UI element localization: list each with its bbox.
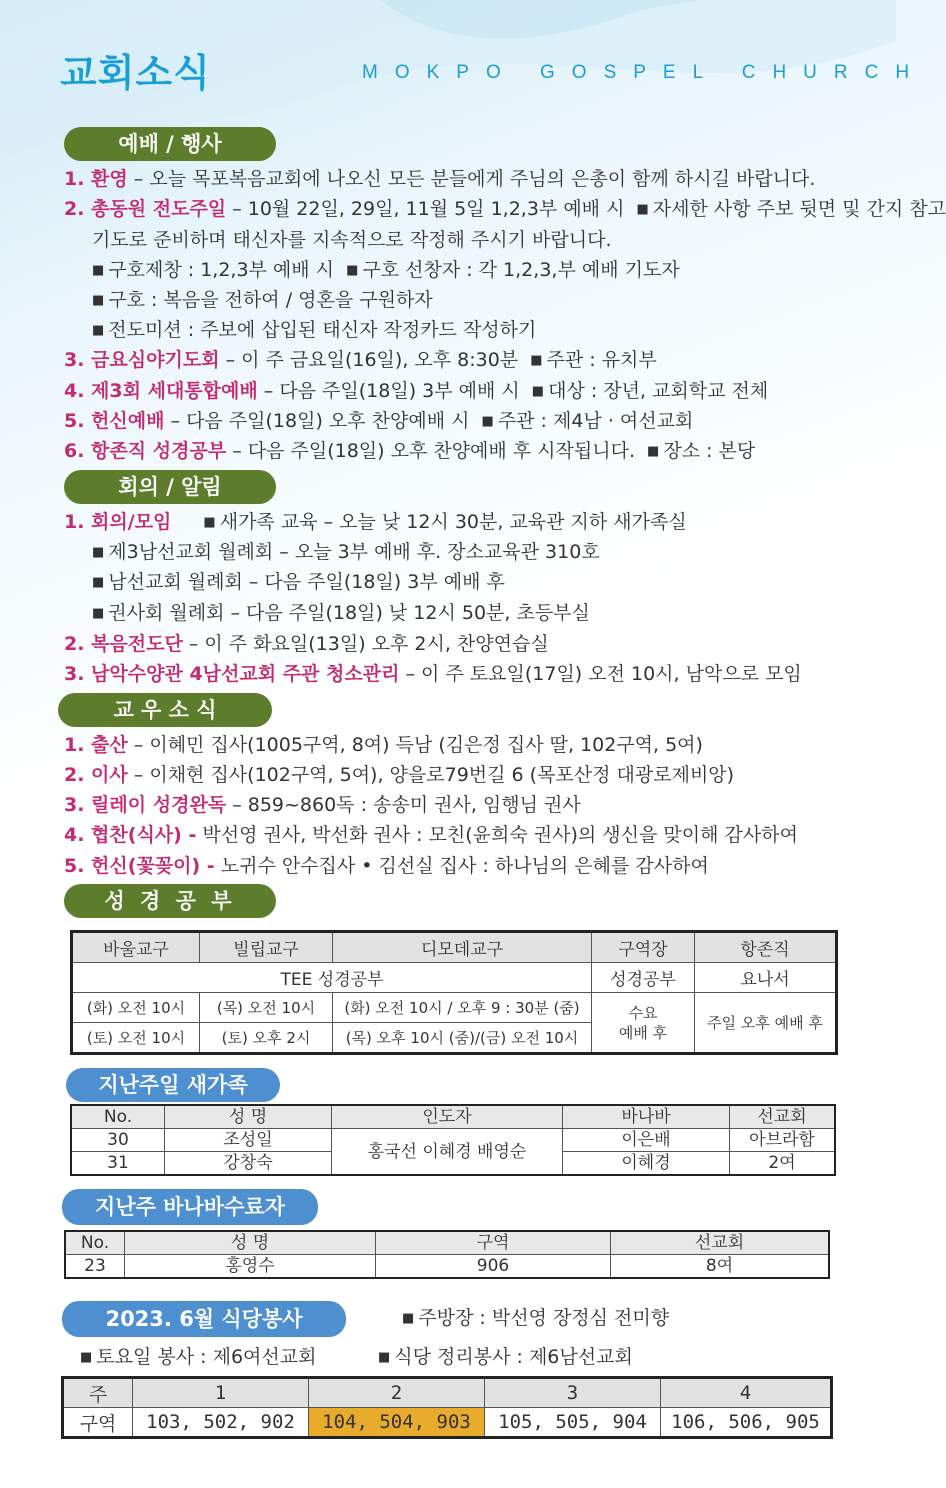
- announcement-text: – 859~860독 : 송송미 권사, 임행님 권사: [226, 794, 581, 816]
- table-cell: 2여: [730, 1152, 836, 1176]
- table-cell: 8여: [611, 1255, 830, 1279]
- header-cell: 성 명: [125, 1231, 376, 1255]
- kitchen-schedule-table: [61, 1376, 833, 1439]
- announcement-text: – 이혜민 집사(1005구역, 8여) 득남 (김은정 집사 딸, 102구역, 5여): [127, 734, 703, 756]
- table-cell: 구역: [63, 1408, 133, 1438]
- announcement-detail: 주관 : 유치부: [546, 349, 657, 371]
- kitchen-cleanup-text: 식당 정리봉사 : 제6남선교회: [394, 1346, 633, 1368]
- header-cell: 구역장: [592, 932, 695, 963]
- section-title-news: 교 우 소 식: [58, 693, 272, 727]
- table-cell: 아브라함: [730, 1129, 836, 1152]
- header-cell: 3: [485, 1378, 661, 1408]
- announcement-heading: 2. 복음전도단: [64, 633, 183, 655]
- announcement-line: [64, 196, 946, 223]
- table-row: [63, 1408, 832, 1438]
- announcement-heading: 3. 릴레이 성경완독: [64, 794, 227, 816]
- table-cell: 주일 오후 예배 후: [695, 993, 837, 1054]
- announcement-detail: 대상 : 장년, 교회학교 전체: [548, 380, 769, 402]
- table-cell: (토) 오전 10시: [72, 1023, 200, 1054]
- announcement-line: [92, 287, 433, 314]
- header-cell: 1: [133, 1378, 309, 1408]
- announcement-line: [64, 853, 709, 879]
- barnabas-table: [64, 1230, 830, 1279]
- announcement-line: [64, 732, 703, 758]
- table-header-row: [71, 1105, 835, 1129]
- announcement-text: – 이 주 금요일(16일), 오후 8:30분: [219, 349, 525, 371]
- table-cell: 이은배: [563, 1129, 730, 1152]
- header-cell: 선교회: [611, 1231, 830, 1255]
- table-cell: 106, 506, 905: [661, 1408, 832, 1438]
- announcement-detail: 새가족 교육 – 오늘 낮 12시 30분, 교육관 지하 새가족실: [219, 511, 687, 533]
- kitchen-saturday: [80, 1344, 316, 1371]
- announcement-text: 기도로 준비하며 태신자를 지속적으로 작정해 주시기 바랍니다.: [92, 229, 612, 251]
- header-cell: 선교회: [730, 1105, 836, 1129]
- announcement-line: [64, 378, 768, 405]
- table-cell: 23: [65, 1255, 125, 1279]
- new-family-table: [70, 1104, 836, 1176]
- table-cell: (목) 오전 10시: [200, 993, 333, 1023]
- header-cell: 디모데교구: [333, 932, 592, 963]
- header-cell: 인도자: [332, 1105, 563, 1129]
- announcement-text: 남선교회 월례회 – 다음 주일(18일) 3부 예배 후: [108, 571, 505, 593]
- header-cell: 바나바: [563, 1105, 730, 1129]
- announcement-line: [64, 166, 815, 192]
- bullet-square-icon: ■: [636, 202, 649, 217]
- announcement-text: 제3남선교회 월례회 – 오늘 3부 예배 후. 장소교육관 310호: [108, 541, 600, 563]
- table-cell: 31: [71, 1152, 165, 1176]
- table-cell: (화) 오전 10시 / 오후 9 : 30분 (줌): [333, 993, 592, 1023]
- kitchen-chief: [402, 1305, 669, 1332]
- announcement-line: [64, 408, 693, 435]
- section-title-kitchen: 2023. 6월 식당봉사: [62, 1301, 346, 1337]
- header-cell: 4: [661, 1378, 832, 1408]
- header-cell: 성 명: [165, 1105, 332, 1129]
- announcement-text: – 이 주 화요일(13일) 오후 2시, 찬양연습실: [182, 633, 549, 655]
- table-header-row: [72, 932, 837, 963]
- header-cell: 빌립교구: [200, 932, 333, 963]
- announcement-heading: 4. 협찬(식사) -: [64, 824, 197, 846]
- announcement-text: 구호제창 : 1,2,3부 예배 시: [108, 259, 341, 281]
- announcement-text: – 다음 주일(18일) 오후 찬양예배 후 시작됩니다.: [226, 440, 642, 462]
- announcement-line: [64, 661, 802, 687]
- announcement-line: [92, 539, 600, 566]
- section-title-meeting: 회의 / 알림: [64, 470, 276, 504]
- announcement-text: 구호 : 복음을 전하여 / 영혼을 구원하자: [108, 289, 433, 311]
- table-header-row: [65, 1231, 829, 1255]
- announcement-text: 박선영 권사, 박선화 권사 : 모친(윤희숙 권사)의 생신을 맞이해 감사하여: [196, 824, 798, 846]
- announcement-text: – 다음 주일(18일) 3부 예배 시: [257, 380, 526, 402]
- announcement-detail: 구호 선창자 : 각 1,2,3,부 예배 기도자: [362, 259, 680, 281]
- bullet-square-icon: ■: [647, 444, 660, 459]
- bullet-square-icon: ■: [378, 1350, 391, 1365]
- bullet-square-icon: ■: [80, 1350, 93, 1365]
- table-cell: 수요 예배 후: [592, 993, 695, 1054]
- table-cell: 요나서: [695, 963, 837, 993]
- table-header-row: [63, 1378, 832, 1408]
- announcement-line: [64, 509, 687, 536]
- table-cell: 홍영수: [125, 1255, 376, 1279]
- bullet-square-icon: ■: [203, 515, 216, 530]
- kitchen-cleanup: [378, 1344, 633, 1371]
- bullet-square-icon: ■: [481, 414, 494, 429]
- section-title-barnabas: 지난주 바나바수료자: [62, 1189, 318, 1225]
- table-cell: 조성일: [165, 1129, 332, 1152]
- bullet-square-icon: ■: [530, 353, 543, 368]
- table-cell-highlight: 104, 504, 903: [309, 1408, 485, 1438]
- bullet-square-icon: ■: [402, 1311, 415, 1326]
- header-cell: 항존직: [695, 932, 837, 963]
- announcement-heading: 2. 총동원 전도주일: [64, 198, 227, 220]
- table-cell: (토) 오후 2시: [200, 1023, 333, 1054]
- table-cell: 이혜경: [563, 1152, 730, 1176]
- announcement-text: – 오늘 목포복음교회에 나오신 모든 분들에게 주님의 은총이 함께 하시길 바랍니다.: [127, 168, 816, 190]
- header-cell: 바울교구: [72, 932, 200, 963]
- announcement-line: [64, 792, 581, 818]
- bullet-square-icon: ■: [92, 293, 105, 308]
- bullet-square-icon: ■: [92, 263, 105, 278]
- announcement-line: [64, 347, 657, 374]
- bullet-square-icon: ■: [92, 323, 105, 338]
- announcement-heading: 5. 헌신예배: [64, 410, 165, 432]
- announcement-heading: 3. 금요심야기도회: [64, 349, 220, 371]
- table-cell: 103, 502, 902: [133, 1408, 309, 1438]
- announcement-line: [64, 822, 798, 848]
- announcement-heading: 2. 이사: [64, 764, 128, 786]
- announcement-line: [64, 438, 755, 465]
- table-row: [65, 1255, 829, 1279]
- table-cell: (목) 오후 10시 (줌)/(금) 오전 10시: [333, 1023, 592, 1054]
- table-cell: 105, 505, 904: [485, 1408, 661, 1438]
- announcement-line: [64, 762, 734, 788]
- page-title: 교회소식: [60, 51, 211, 95]
- announcement-heading: 5. 헌신(꽃꽂이) -: [64, 855, 215, 877]
- table-cell: (화) 오전 10시: [72, 993, 200, 1023]
- announcement-line: [64, 631, 549, 657]
- bullet-square-icon: ■: [92, 545, 105, 560]
- bullet-square-icon: ■: [92, 575, 105, 590]
- announcement-text: 권사회 월례회 – 다음 주일(18일) 낮 12시 50분, 초등부실: [108, 602, 590, 624]
- announcement-text: – 이 주 토요일(17일) 오전 10시, 남악으로 모임: [399, 663, 802, 685]
- announcement-heading: 1. 환영: [64, 168, 128, 190]
- announcement-text: – 다음 주일(18일) 오후 찬양예배 시: [164, 410, 476, 432]
- table-cell: 906: [376, 1255, 611, 1279]
- announcement-detail: 주관 : 제4남 · 여선교회: [497, 410, 694, 432]
- section-title-newfamily: 지난주일 새가족: [66, 1068, 280, 1102]
- header-cell: No.: [71, 1105, 165, 1129]
- header-cell: No.: [65, 1231, 125, 1255]
- announcement-heading: 6. 항존직 성경공부: [64, 440, 227, 462]
- table-cell: 성경공부: [592, 963, 695, 993]
- announcement-line: [92, 227, 611, 253]
- announcement-line: [92, 257, 680, 284]
- header-cell: 주: [63, 1378, 133, 1408]
- section-title-worship: 예배 / 행사: [64, 127, 276, 161]
- announcement-text: 노귀수 안수집사 • 김선실 집사 : 하나님의 은혜를 감사하여: [214, 855, 709, 877]
- header-cell-highlight: 2: [309, 1378, 485, 1408]
- announcement-detail: 자세한 사항 주보 뒷면 및 간지 참고: [652, 198, 946, 220]
- kitchen-chief-text: 주방장 : 박선영 장정심 전미향: [418, 1307, 670, 1329]
- announcement-line: [92, 569, 505, 596]
- table-row: [72, 963, 837, 993]
- announcement-text: 전도미션 : 주보에 삽입된 태신자 작정카드 작성하기: [108, 319, 537, 341]
- kitchen-saturday-text: 토요일 봉사 : 제6여선교회: [96, 1346, 317, 1368]
- table-row: [71, 1129, 835, 1152]
- header-cell: 구역: [376, 1231, 611, 1255]
- announcement-heading: 4. 제3회 세대통합예배: [64, 380, 258, 402]
- announcement-heading: 3. 남악수양관 4남선교회 주관 청소관리: [64, 663, 400, 685]
- table-cell: TEE 성경공부: [72, 963, 592, 993]
- bullet-square-icon: ■: [346, 263, 359, 278]
- announcement-text: – 이채현 집사(102구역, 5여), 양을로79번길 6 (목포산정 대광로제비앙): [127, 764, 735, 786]
- bullet-square-icon: ■: [531, 384, 545, 399]
- announcement-heading: 1. 출산: [64, 734, 128, 756]
- announcement-line: [92, 600, 590, 627]
- announcement-heading: 1. 회의/모임: [64, 511, 172, 533]
- announcement-detail: 장소 : 본당: [663, 440, 756, 462]
- table-cell: 강창숙: [165, 1152, 332, 1176]
- announcement-line: [92, 317, 536, 344]
- church-name-subtitle: MOKPO GOSPEL CHURCH: [362, 62, 927, 83]
- bible-study-table: [70, 930, 838, 1055]
- table-cell: 홍국선 이혜경 배영순: [332, 1129, 563, 1176]
- section-title-bible: 성 경 공 부: [64, 884, 276, 918]
- bullet-square-icon: ■: [92, 606, 105, 621]
- table-row: [72, 993, 837, 1023]
- table-cell: 30: [71, 1129, 165, 1152]
- announcement-text: – 10월 22일, 29일, 11월 5일 1,2,3부 예배 시: [226, 198, 631, 220]
